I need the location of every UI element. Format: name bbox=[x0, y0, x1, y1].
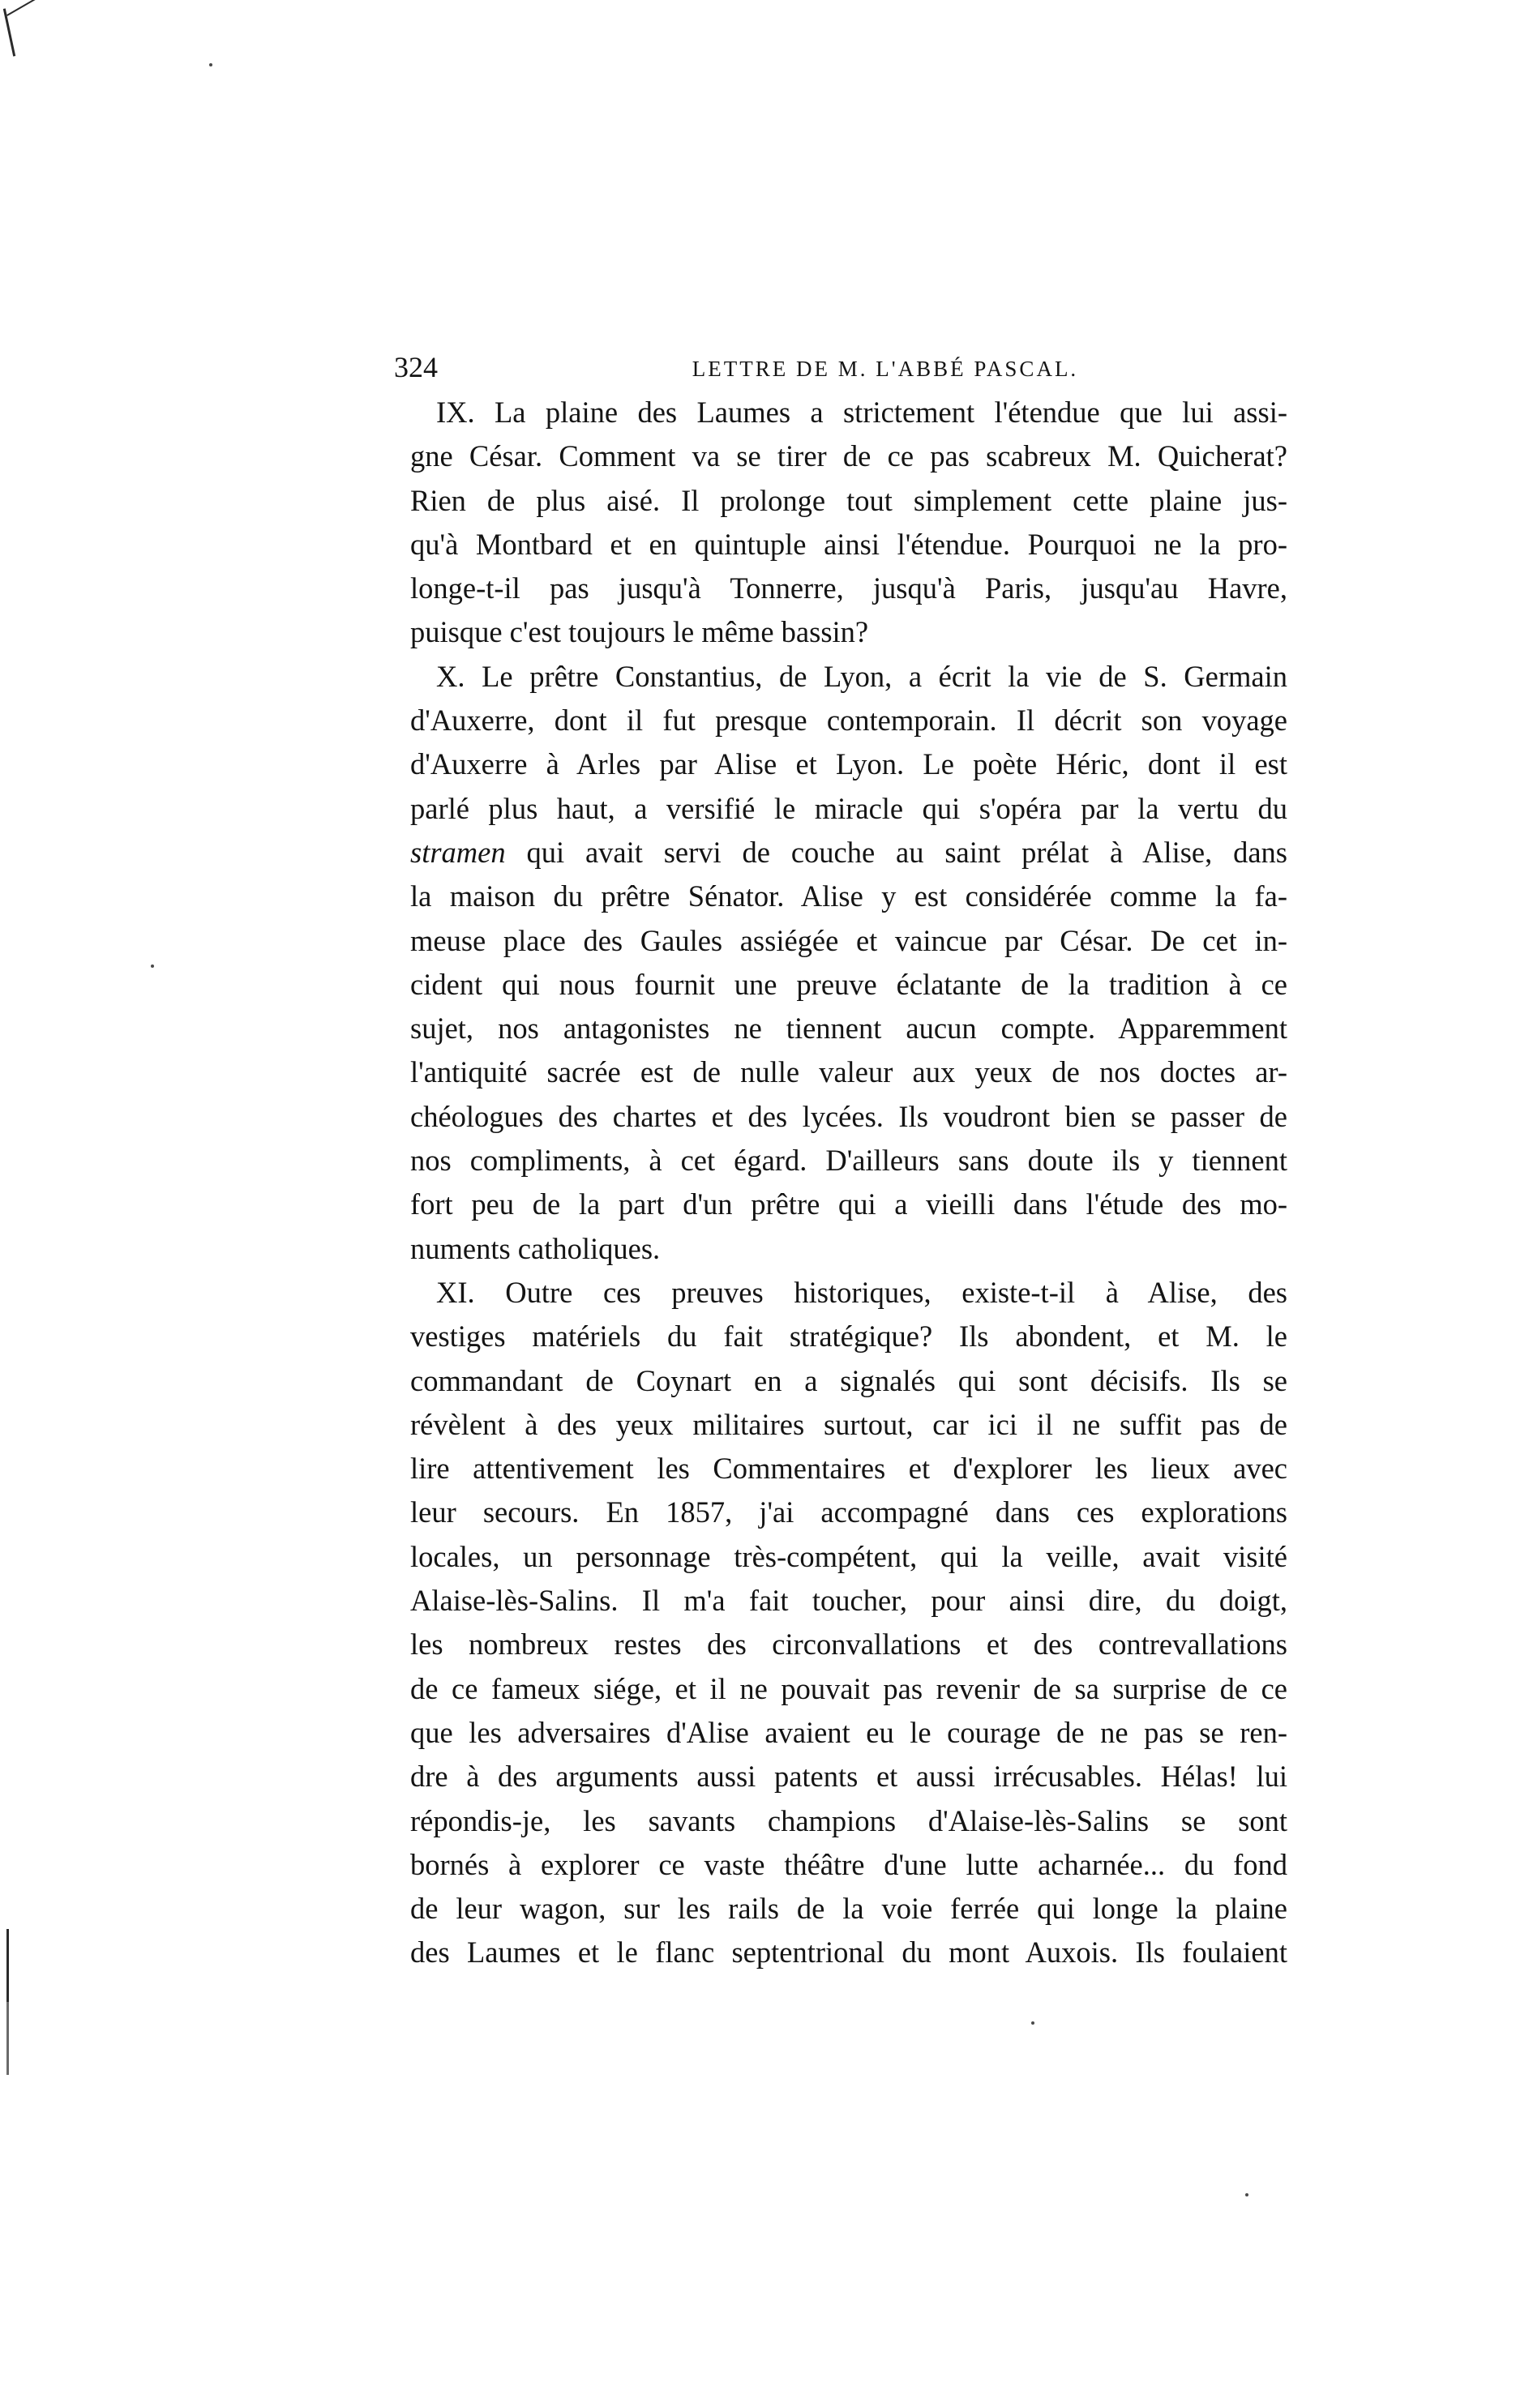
text-line: répondis-je, les savants champions d'Alaise-lès-Salins se sont bbox=[410, 1803, 1287, 1837]
text-line: cident qui nous fournit une preuve éclatante de la tradition à ce bbox=[410, 967, 1287, 1001]
text-line: locales, un personnage très-compétent, qui la veille, avait visité bbox=[410, 1539, 1287, 1573]
paragraph-x bbox=[410, 655, 1287, 1271]
text-line: qu'à Montbard et en quintuple ainsi l'étendue. Pourquoi ne la pro- bbox=[410, 527, 1287, 561]
text-line: longe-t-il pas jusqu'à Tonnerre, jusqu'à Paris, jusqu'au Havre, bbox=[410, 571, 1287, 605]
text-line: leur secours. En 1857, j'ai accompagné dans ces explorations bbox=[410, 1495, 1287, 1529]
text-line: les nombreux restes des circonvallations et des contrevallations bbox=[410, 1627, 1287, 1662]
paragraph-ix bbox=[410, 391, 1287, 655]
text-line: parlé plus haut, a versifié le miracle qui s'opéra par la vertu du bbox=[410, 791, 1287, 825]
text-line: stramen qui avait servi de couche au saint prélat à Alise, dans bbox=[410, 835, 1287, 869]
text-line: l'antiquité sacrée est de nulle valeur aux yeux de nos doctes ar- bbox=[410, 1055, 1287, 1089]
scan-mark-top-left-stroke bbox=[6, 0, 36, 16]
text-line: XI. Outre ces preuves historiques, existe-t-il à Alise, des bbox=[436, 1275, 1287, 1309]
scan-speck bbox=[209, 63, 212, 66]
text-line: d'Auxerre à Arles par Alise et Lyon. Le poète Héric, dont il est bbox=[410, 747, 1287, 781]
scan-speck bbox=[1031, 2021, 1034, 2025]
text-line: IX. La plaine des Laumes a strictement l'étendue que lui assi- bbox=[436, 396, 1287, 429]
text-line: X. Le prêtre Constantius, de Lyon, a écrit la vie de S. Germain bbox=[436, 659, 1287, 693]
scan-mark-left-lower bbox=[6, 2002, 9, 2075]
text-line: puisque c'est toujours le même bassin? bbox=[410, 615, 869, 649]
scan-speck bbox=[1245, 2193, 1248, 2196]
text-line: dre à des arguments aussi patents et aussi irrécusables. Hélas! lui bbox=[410, 1760, 1287, 1794]
page-number: 324 bbox=[394, 351, 438, 383]
text-line: des Laumes et le flanc septentrional du mont Auxois. Ils foulaient bbox=[410, 1935, 1287, 1970]
text-line: meuse place des Gaules assiégée et vaincue par César. De cet in- bbox=[410, 923, 1287, 957]
scan-mark-left-middle bbox=[6, 1929, 9, 2010]
scan-speck bbox=[151, 964, 154, 968]
text-line: Alaise-lès-Salins. Il m'a fait toucher, pour ainsi dire, du doigt, bbox=[410, 1584, 1287, 1618]
scan-mark-top-left bbox=[3, 8, 15, 56]
page-header bbox=[394, 347, 1287, 387]
text-line: chéologues des chartes et des lycées. Ils voudront bien se passer de bbox=[410, 1099, 1287, 1133]
text-line: numents catholiques. bbox=[410, 1231, 661, 1265]
body-text bbox=[410, 391, 1287, 1975]
text-line: révèlent à des yeux militaires surtout, car ici il ne suffit pas de bbox=[410, 1407, 1287, 1441]
text-line: lire attentivement les Commentaires et d'explorer les lieux avec bbox=[410, 1452, 1287, 1486]
text-line: gne César. Comment va se tirer de ce pas scabreux M. Quicherat? bbox=[410, 439, 1287, 473]
text-line: bornés à explorer ce vaste théâtre d'une lutte acharnée... du fond bbox=[410, 1847, 1287, 1881]
text-line: fort peu de la part d'un prêtre qui a vieilli dans l'étude des mo- bbox=[410, 1187, 1287, 1221]
text-line: d'Auxerre, dont il fut presque contemporain. Il décrit son voyage bbox=[410, 704, 1287, 738]
text-line: la maison du prêtre Sénator. Alise y est considérée comme la fa- bbox=[410, 879, 1287, 913]
text-line: nos compliments, à cet égard. D'ailleurs sans doute ils y tiennent bbox=[410, 1144, 1287, 1178]
text-line: sujet, nos antagonistes ne tiennent aucun compte. Apparemment bbox=[410, 1012, 1287, 1046]
paragraph-xi bbox=[410, 1271, 1287, 1975]
text-line: de ce fameux siége, et il ne pouvait pas revenir de sa surprise de ce bbox=[410, 1671, 1287, 1705]
text-line: commandant de Coynart en a signalés qui sont décisifs. Ils se bbox=[410, 1363, 1287, 1397]
text-line: Rien de plus aisé. Il prolonge tout simplement cette plaine jus- bbox=[410, 483, 1287, 517]
text-line: que les adversaires d'Alise avaient eu le courage de ne pas se ren- bbox=[410, 1715, 1287, 1749]
text-line: de leur wagon, sur les rails de la voie ferrée qui longe la plaine bbox=[410, 1892, 1287, 1926]
text-line: vestiges matériels du fait stratégique? Ils abondent, et M. le bbox=[410, 1319, 1287, 1354]
italic-word: stramen bbox=[410, 835, 506, 869]
running-title: LETTRE DE M. L'ABBÉ PASCAL. bbox=[692, 357, 1079, 381]
